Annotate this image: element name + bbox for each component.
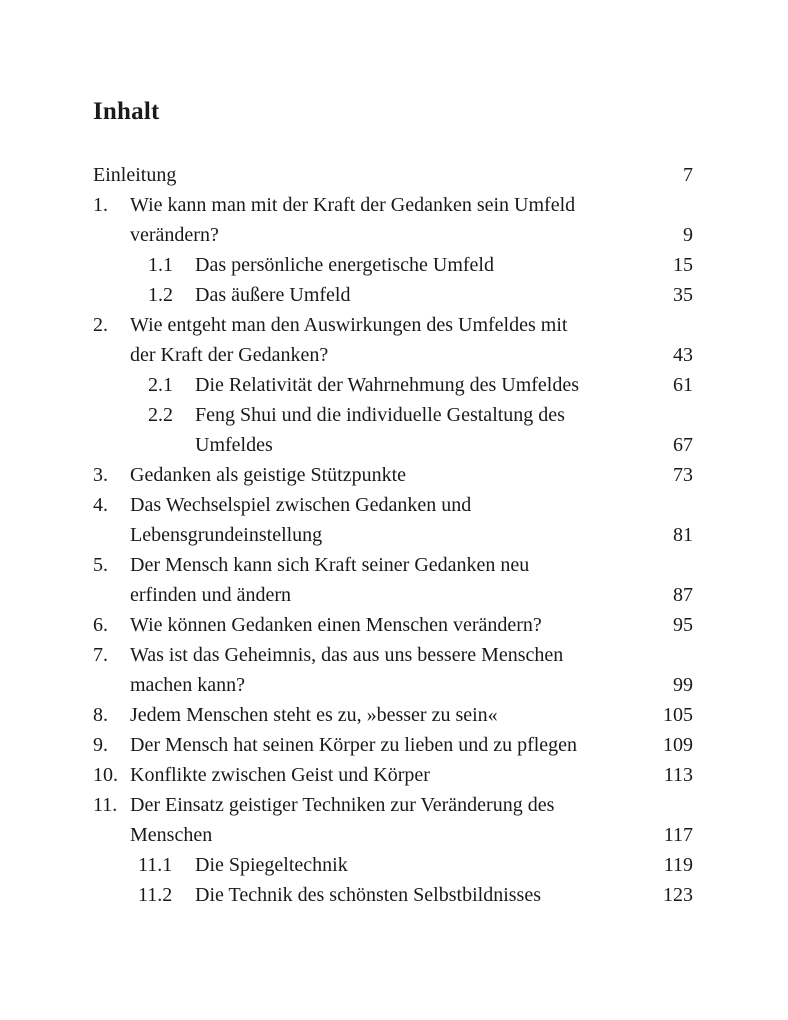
toc-entry-page-number: 43 (673, 344, 693, 366)
toc-entry-line (0, 580, 788, 610)
toc-entry-line (0, 790, 788, 820)
toc-entry-page-number: 109 (663, 734, 693, 756)
toc-entry-title: machen kann? (130, 674, 245, 696)
toc-entry-title: Die Technik des schönsten Selbstbildnisses (195, 884, 541, 906)
toc-entry-title: Wie kann man mit der Kraft der Gedanken sein Umfeld (130, 194, 576, 216)
toc-entry-title: Der Mensch hat seinen Körper zu lieben und zu pflegen (130, 734, 578, 756)
toc-entry-line (0, 640, 788, 670)
toc-entry-line (0, 370, 788, 400)
toc-entry-title: Der Einsatz geistiger Techniken zur Veränderung des (130, 794, 555, 816)
toc-entry-page-number: 67 (673, 434, 693, 456)
toc-entry-line (0, 760, 788, 790)
toc-entry-title: Die Spiegeltechnik (195, 854, 348, 876)
toc-entry-title: Die Relativität der Wahrnehmung des Umfeldes (195, 374, 580, 396)
toc-entry-title: Wie können Gedanken einen Menschen verändern? (130, 614, 542, 636)
toc-entry-title: Einleitung (93, 164, 177, 186)
toc-entry-line (0, 280, 788, 310)
table-of-contents (0, 160, 788, 910)
toc-entry-number: 2. (93, 314, 108, 336)
toc-entry-number: 4. (93, 494, 108, 516)
toc-entry-line (0, 220, 788, 250)
toc-entry-title: Konflikte zwischen Geist und Körper (130, 764, 430, 786)
toc-entry-line (0, 820, 788, 850)
toc-entry-title: verändern? (130, 224, 219, 246)
toc-entry-title: Feng Shui und die individuelle Gestaltung des (195, 404, 565, 426)
toc-entry-title: Der Mensch kann sich Kraft seiner Gedanken neu (130, 554, 530, 576)
toc-entry-line (0, 190, 788, 220)
toc-entry-title: der Kraft der Gedanken? (130, 344, 329, 366)
toc-entry-number: 8. (93, 704, 108, 726)
toc-entry-title: Jedem Menschen steht es zu, »besser zu sein« (130, 704, 498, 726)
toc-entry-title: Das äußere Umfeld (195, 284, 351, 306)
toc-entry-page-number: 99 (673, 674, 693, 696)
toc-entry-number: 11.2 (138, 884, 173, 906)
toc-entry-number: 6. (93, 614, 108, 636)
toc-entry-number: 10. (93, 764, 118, 786)
toc-entry-page-number: 123 (663, 884, 693, 906)
toc-entry-page-number: 113 (663, 764, 693, 786)
toc-entry-number: 2.2 (148, 404, 173, 426)
toc-entry-page-number: 61 (673, 374, 693, 396)
toc-entry-page-number: 81 (673, 524, 693, 546)
toc-entry-line (0, 250, 788, 280)
toc-entry-line (0, 670, 788, 700)
toc-entry-number: 1.2 (148, 284, 173, 306)
toc-entry-title: erfinden und ändern (130, 584, 292, 606)
toc-entry-page-number: 117 (663, 824, 693, 846)
toc-entry-title: Was ist das Geheimnis, das aus uns bessere Menschen (130, 644, 564, 666)
toc-entry-line (0, 430, 788, 460)
toc-entry-line (0, 700, 788, 730)
toc-entry-title: Das Wechselspiel zwischen Gedanken und (130, 494, 472, 516)
toc-entry-number: 3. (93, 464, 108, 486)
toc-entry-title: Umfeldes (195, 434, 273, 456)
toc-entry-page-number: 105 (663, 704, 693, 726)
toc-entry-page-number: 9 (683, 224, 693, 246)
toc-entry-title: Menschen (130, 824, 213, 846)
toc-entry-number: 9. (93, 734, 108, 756)
toc-entry-number: 2.1 (148, 374, 173, 396)
toc-entry-line (0, 400, 788, 430)
toc-entry-line (0, 730, 788, 760)
toc-entry-title: Das persönliche energetische Umfeld (195, 254, 494, 276)
toc-entry-page-number: 35 (673, 284, 693, 306)
toc-entry-title: Gedanken als geistige Stützpunkte (130, 464, 407, 486)
toc-entry-page-number: 15 (673, 254, 693, 276)
toc-entry-title: Wie entgeht man den Auswirkungen des Umfeldes mit (130, 314, 568, 336)
toc-entry-page-number: 7 (683, 164, 693, 186)
toc-entry-number: 1.1 (148, 254, 173, 276)
page-title: Inhalt (93, 98, 160, 125)
toc-entry-page-number: 73 (673, 464, 693, 486)
toc-entry-number: 11. (93, 794, 118, 816)
toc-entry-line (0, 160, 788, 190)
toc-entry-line (0, 340, 788, 370)
toc-entry-line (0, 460, 788, 490)
toc-entry-number: 1. (93, 194, 108, 216)
toc-entry-line (0, 490, 788, 520)
toc-entry-line (0, 850, 788, 880)
toc-entry-number: 7. (93, 644, 108, 666)
toc-entry-line (0, 880, 788, 910)
toc-entry-title: Lebensgrundeinstellung (130, 524, 323, 546)
toc-entry-line (0, 550, 788, 580)
toc-entry-line (0, 610, 788, 640)
toc-entry-page-number: 87 (673, 584, 693, 606)
toc-entry-line (0, 520, 788, 550)
toc-entry-number: 11.1 (138, 854, 173, 876)
toc-entry-line (0, 310, 788, 340)
toc-entry-page-number: 119 (663, 854, 693, 876)
toc-entry-page-number: 95 (673, 614, 693, 636)
toc-entry-number: 5. (93, 554, 108, 576)
